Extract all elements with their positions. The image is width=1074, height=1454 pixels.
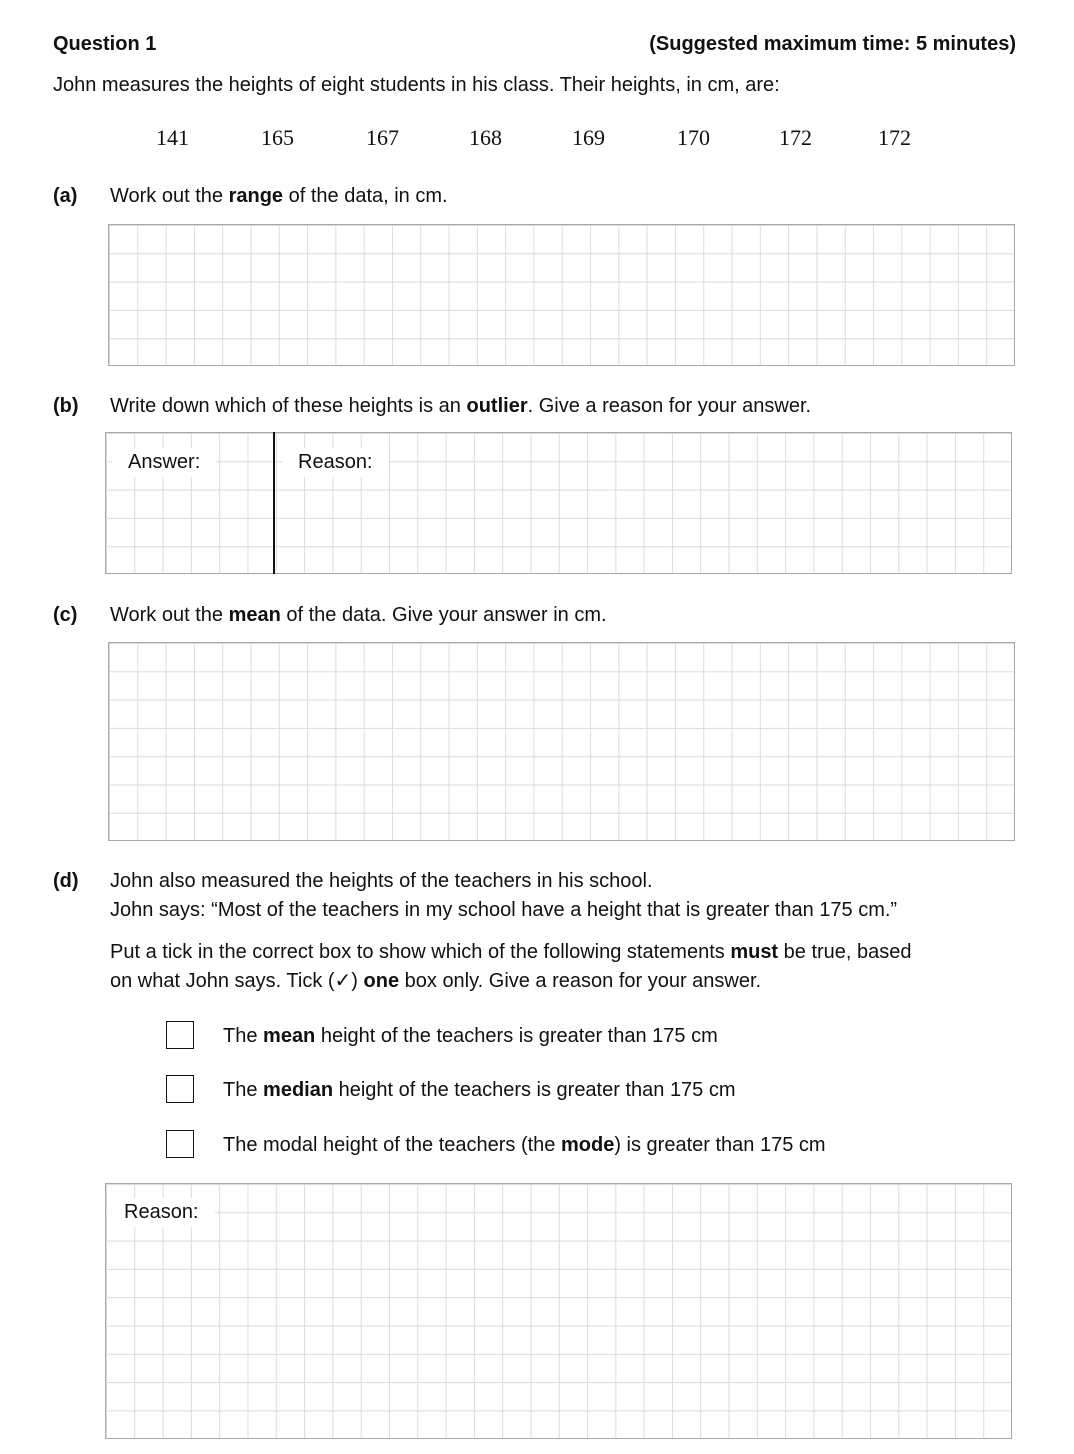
- part-a-keyword: range: [228, 185, 284, 207]
- reason-label-d: Reason:: [108, 1198, 215, 1227]
- tick-box-mode[interactable]: [166, 1130, 194, 1158]
- instr1-keyword: must: [730, 941, 779, 963]
- height-value: 170: [677, 125, 710, 150]
- question-title: Question 1: [53, 33, 157, 55]
- part-a-text-after: of the data, in cm.: [283, 185, 448, 207]
- height-value: 141: [156, 125, 189, 150]
- part-c-text-after: of the data. Give your answer in cm.: [280, 604, 607, 626]
- option-text-after: ) is greater than 175 cm: [614, 1134, 826, 1156]
- instr2-keyword: one: [363, 970, 400, 992]
- answer-grid-c[interactable]: [108, 642, 1015, 841]
- part-b-text-after: . Give a reason for your answer.: [527, 395, 812, 417]
- part-b-keyword: outlier: [466, 395, 528, 417]
- option-median: [223, 1076, 736, 1105]
- part-b-label: (b): [53, 395, 79, 417]
- height-value: 167: [366, 125, 399, 150]
- option-keyword: median: [263, 1079, 334, 1101]
- instr2-after: box only. Give a reason for your answer.: [399, 970, 762, 992]
- part-d-instruction-1: [110, 938, 912, 967]
- part-d-instruction-2: [110, 967, 761, 996]
- option-text-after: height of the teachers is greater than 175 cm: [315, 1025, 718, 1047]
- answer-reason-divider: [273, 432, 275, 574]
- instr1-before: Put a tick in the correct box to show which of the following statements: [110, 941, 731, 963]
- option-text-after: height of the teachers is greater than 175 cm: [333, 1079, 736, 1101]
- option-text-before: The modal height of the teachers (the: [223, 1134, 561, 1156]
- part-d-label: (d): [53, 870, 79, 892]
- option-text-before: The: [223, 1025, 264, 1047]
- answer-grid-b[interactable]: [105, 432, 1012, 574]
- height-value: 169: [572, 125, 605, 150]
- option-mean: [223, 1022, 718, 1051]
- part-a-text-before: Work out the: [110, 185, 229, 207]
- part-b-text-before: Write down which of these heights is an: [110, 395, 467, 417]
- part-c-keyword: mean: [228, 604, 281, 626]
- answer-grid-a[interactable]: [108, 224, 1015, 366]
- part-d-line1: John also measured the heights of the teachers in his school.: [110, 870, 653, 892]
- answer-grid-d[interactable]: [105, 1183, 1012, 1439]
- height-value: 168: [469, 125, 502, 150]
- instr2-before: on what John says. Tick (✓): [110, 970, 364, 992]
- part-d-line2: John says: “Most of the teachers in my school have a height that is greater than 175 cm.”: [110, 899, 898, 921]
- part-a-question: [110, 182, 448, 211]
- intro-text: John measures the heights of eight students in his class. Their heights, in cm, are:: [53, 74, 780, 96]
- reason-label-b: Reason:: [282, 448, 389, 477]
- part-a-label: (a): [53, 185, 78, 207]
- height-value: 165: [261, 125, 294, 150]
- option-text-before: The: [223, 1079, 264, 1101]
- part-c-text-before: Work out the: [110, 604, 229, 626]
- instr1-after: be true, based: [778, 941, 912, 963]
- part-c-label: (c): [53, 604, 78, 626]
- option-mode: [223, 1131, 826, 1160]
- time-note: (Suggested maximum time: 5 minutes): [649, 33, 1016, 55]
- option-keyword: mean: [263, 1025, 316, 1047]
- tick-box-median[interactable]: [166, 1075, 194, 1103]
- part-b-question: [110, 392, 811, 421]
- tick-box-mean[interactable]: [166, 1021, 194, 1049]
- option-keyword: mode: [560, 1134, 615, 1156]
- height-value: 172: [878, 125, 911, 150]
- part-c-question: [110, 601, 607, 630]
- height-value: 172: [779, 125, 812, 150]
- answer-label: Answer:: [112, 448, 216, 477]
